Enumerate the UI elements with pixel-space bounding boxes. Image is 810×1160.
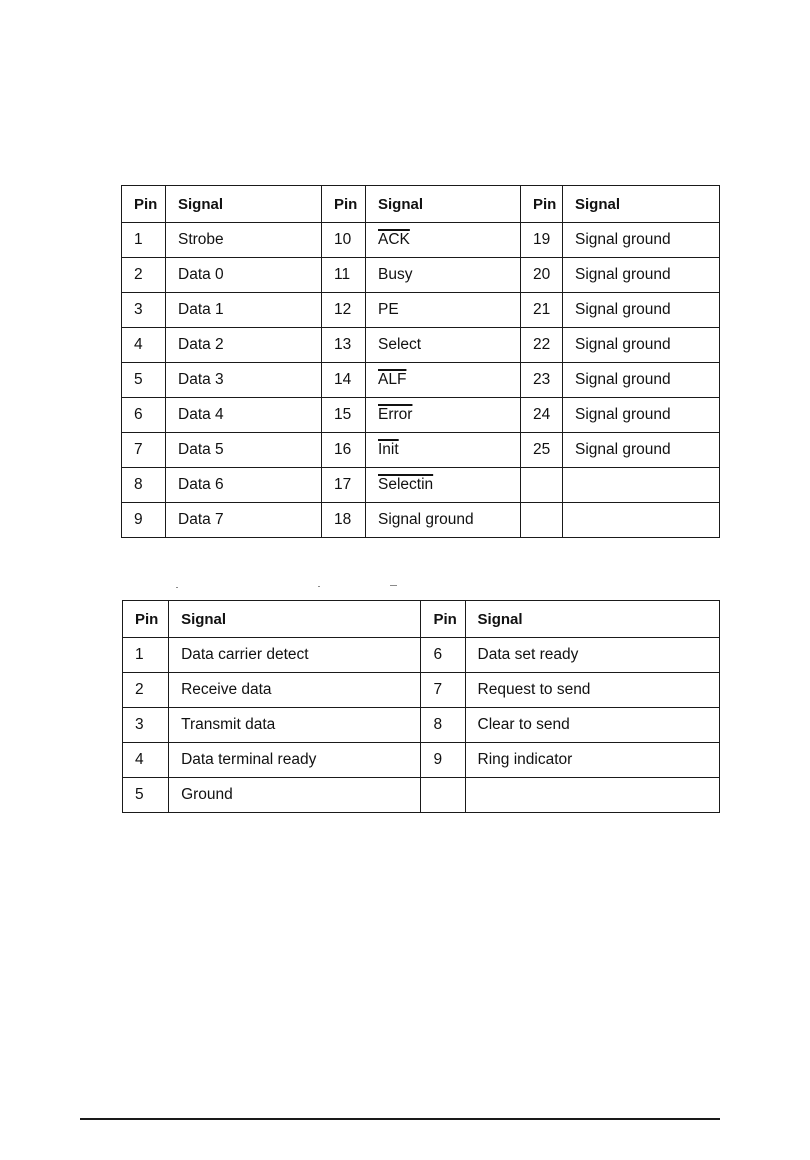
signal-name: Signal ground (575, 266, 671, 283)
pin-number-cell (421, 778, 465, 813)
signal-name: Data 1 (178, 301, 224, 318)
pin-number-cell: 4 (123, 743, 169, 778)
pin-number-cell: 21 (521, 293, 563, 328)
signal-name: $\overline{ACK}$ (378, 231, 410, 248)
pin-number-cell (521, 468, 563, 503)
signal-name-cell (169, 708, 421, 743)
signal-name-cell (563, 258, 720, 293)
signal-name-cell (366, 363, 521, 398)
signal-name-cell (166, 503, 322, 538)
signal-name: $\overline{ALF}$ (378, 371, 407, 388)
signal-name: Receive data (181, 681, 272, 698)
signal-name-cell (465, 673, 719, 708)
signal-name: Data 5 (178, 441, 224, 458)
pin-number-cell: 9 (122, 503, 166, 538)
signal-name: Data set ready (477, 646, 579, 663)
column-header-signal: Signal (563, 186, 720, 223)
pin-number-cell: 22 (521, 328, 563, 363)
pin-number-cell: 7 (421, 673, 465, 708)
signal-name-cell (563, 433, 720, 468)
signal-name-cell (169, 778, 421, 813)
signal-name: Data terminal ready (181, 751, 317, 768)
table-row (122, 293, 720, 328)
table-row (122, 433, 720, 468)
signal-name: Transmit data (181, 716, 276, 733)
pin-number-cell: 24 (521, 398, 563, 433)
pin-number-cell: 6 (122, 398, 166, 433)
signal-name: Signal ground (575, 441, 671, 458)
signal-name-cell (563, 468, 720, 503)
signal-name: PE (378, 301, 399, 318)
signal-name: Signal ground (575, 336, 671, 353)
signal-name: Signal ground (575, 406, 671, 423)
pin-number-cell: 5 (122, 363, 166, 398)
signal-name-cell (166, 258, 322, 293)
signal-name-cell (366, 398, 521, 433)
signal-name: Busy (378, 266, 413, 283)
signal-name-cell (169, 673, 421, 708)
pin-number-cell: 17 (322, 468, 366, 503)
signal-name: Data 0 (178, 266, 224, 283)
pin-number-cell: 23 (521, 363, 563, 398)
table-row (123, 778, 720, 813)
column-header-pin: Pin (123, 601, 169, 638)
signal-name: Data 4 (178, 406, 224, 423)
column-header-signal: Signal (166, 186, 322, 223)
table-header-row (122, 186, 720, 223)
signal-name: Signal ground (378, 511, 474, 528)
signal-name: Selectin (378, 476, 434, 493)
table-row (123, 638, 720, 673)
pin-number-cell: 4 (122, 328, 166, 363)
column-header-pin: Pin (521, 186, 563, 223)
signal-name: Request to send (477, 681, 591, 698)
signal-name-cell (465, 638, 719, 673)
serial-pin-table (122, 600, 720, 813)
signal-name-cell (169, 743, 421, 778)
signal-name-cell (563, 293, 720, 328)
signal-name: Data 6 (178, 476, 224, 493)
pin-number-cell: 14 (322, 363, 366, 398)
signal-name: Data 2 (178, 336, 224, 353)
signal-name-cell (366, 468, 521, 503)
signal-name: Signal ground (575, 301, 671, 318)
signal-name: Error (378, 406, 413, 423)
pin-number-cell: 20 (521, 258, 563, 293)
signal-name: Select (378, 336, 422, 353)
pin-number-cell: 6 (421, 638, 465, 673)
signal-name-cell (166, 293, 322, 328)
signal-name-cell (465, 743, 719, 778)
signal-name-cell (166, 328, 322, 363)
signal-name-cell (366, 433, 521, 468)
pin-number-cell: 12 (322, 293, 366, 328)
pin-number-cell: 8 (421, 708, 465, 743)
table-row (122, 398, 720, 433)
table-row (122, 468, 720, 503)
pin-number-cell: 16 (322, 433, 366, 468)
footer-rule (80, 1118, 720, 1120)
pin-number-cell: 3 (123, 708, 169, 743)
pin-number-cell: 15 (322, 398, 366, 433)
column-header-pin: Pin (421, 601, 465, 638)
table-row (122, 328, 720, 363)
signal-name: Data carrier detect (181, 646, 309, 663)
signal-name-cell (366, 258, 521, 293)
column-header-signal: Signal (366, 186, 521, 223)
column-header-signal: Signal (465, 601, 719, 638)
pin-number-cell: 13 (322, 328, 366, 363)
column-header-signal: Signal (169, 601, 421, 638)
pin-number-cell: 7 (122, 433, 166, 468)
signal-name-cell (166, 363, 322, 398)
parallel-pin-table (121, 185, 720, 538)
table-row (122, 503, 720, 538)
pin-number-cell (521, 503, 563, 538)
table-row (122, 223, 720, 258)
table-row (123, 673, 720, 708)
signal-name: Ground (181, 786, 233, 803)
pin-number-cell: 5 (123, 778, 169, 813)
pin-number-cell: 18 (322, 503, 366, 538)
signal-name-cell (366, 223, 521, 258)
signal-name: Strobe (178, 231, 224, 248)
signal-name: Init (378, 441, 399, 458)
pin-number-cell: 9 (421, 743, 465, 778)
signal-name-cell (465, 708, 719, 743)
signal-name-cell (166, 468, 322, 503)
pin-number-cell: 10 (322, 223, 366, 258)
table-row (123, 708, 720, 743)
signal-name: Data 7 (178, 511, 224, 528)
pin-number-cell: 19 (521, 223, 563, 258)
signal-name: Clear to send (477, 716, 570, 733)
signal-name-cell (166, 433, 322, 468)
signal-name: Ring indicator (477, 751, 573, 768)
pin-number-cell: 8 (122, 468, 166, 503)
signal-name: Signal ground (575, 231, 671, 248)
pin-number-cell: 2 (122, 258, 166, 293)
table-row (123, 743, 720, 778)
pin-number-cell: 2 (123, 673, 169, 708)
column-header-pin: Pin (122, 186, 166, 223)
signal-name-cell (563, 398, 720, 433)
signal-name-cell (166, 223, 322, 258)
signal-name-cell (166, 398, 322, 433)
table-row (122, 363, 720, 398)
pin-number-cell: 1 (122, 223, 166, 258)
pin-number-cell: 3 (122, 293, 166, 328)
scan-artifact (170, 585, 410, 593)
pin-number-cell: 1 (123, 638, 169, 673)
signal-name-cell (169, 638, 421, 673)
signal-name-cell (366, 503, 521, 538)
signal-name-cell (563, 363, 720, 398)
signal-name-cell (563, 503, 720, 538)
pin-number-cell: 11 (322, 258, 366, 293)
signal-name-cell (563, 223, 720, 258)
table-header-row (123, 601, 720, 638)
pin-number-cell: 25 (521, 433, 563, 468)
column-header-pin: Pin (322, 186, 366, 223)
signal-name-cell (366, 293, 521, 328)
signal-name-cell (563, 328, 720, 363)
signal-name: Signal ground (575, 371, 671, 388)
table-row (122, 258, 720, 293)
signal-name: Data 3 (178, 371, 224, 388)
signal-name-cell (465, 778, 719, 813)
signal-name-cell (366, 328, 521, 363)
